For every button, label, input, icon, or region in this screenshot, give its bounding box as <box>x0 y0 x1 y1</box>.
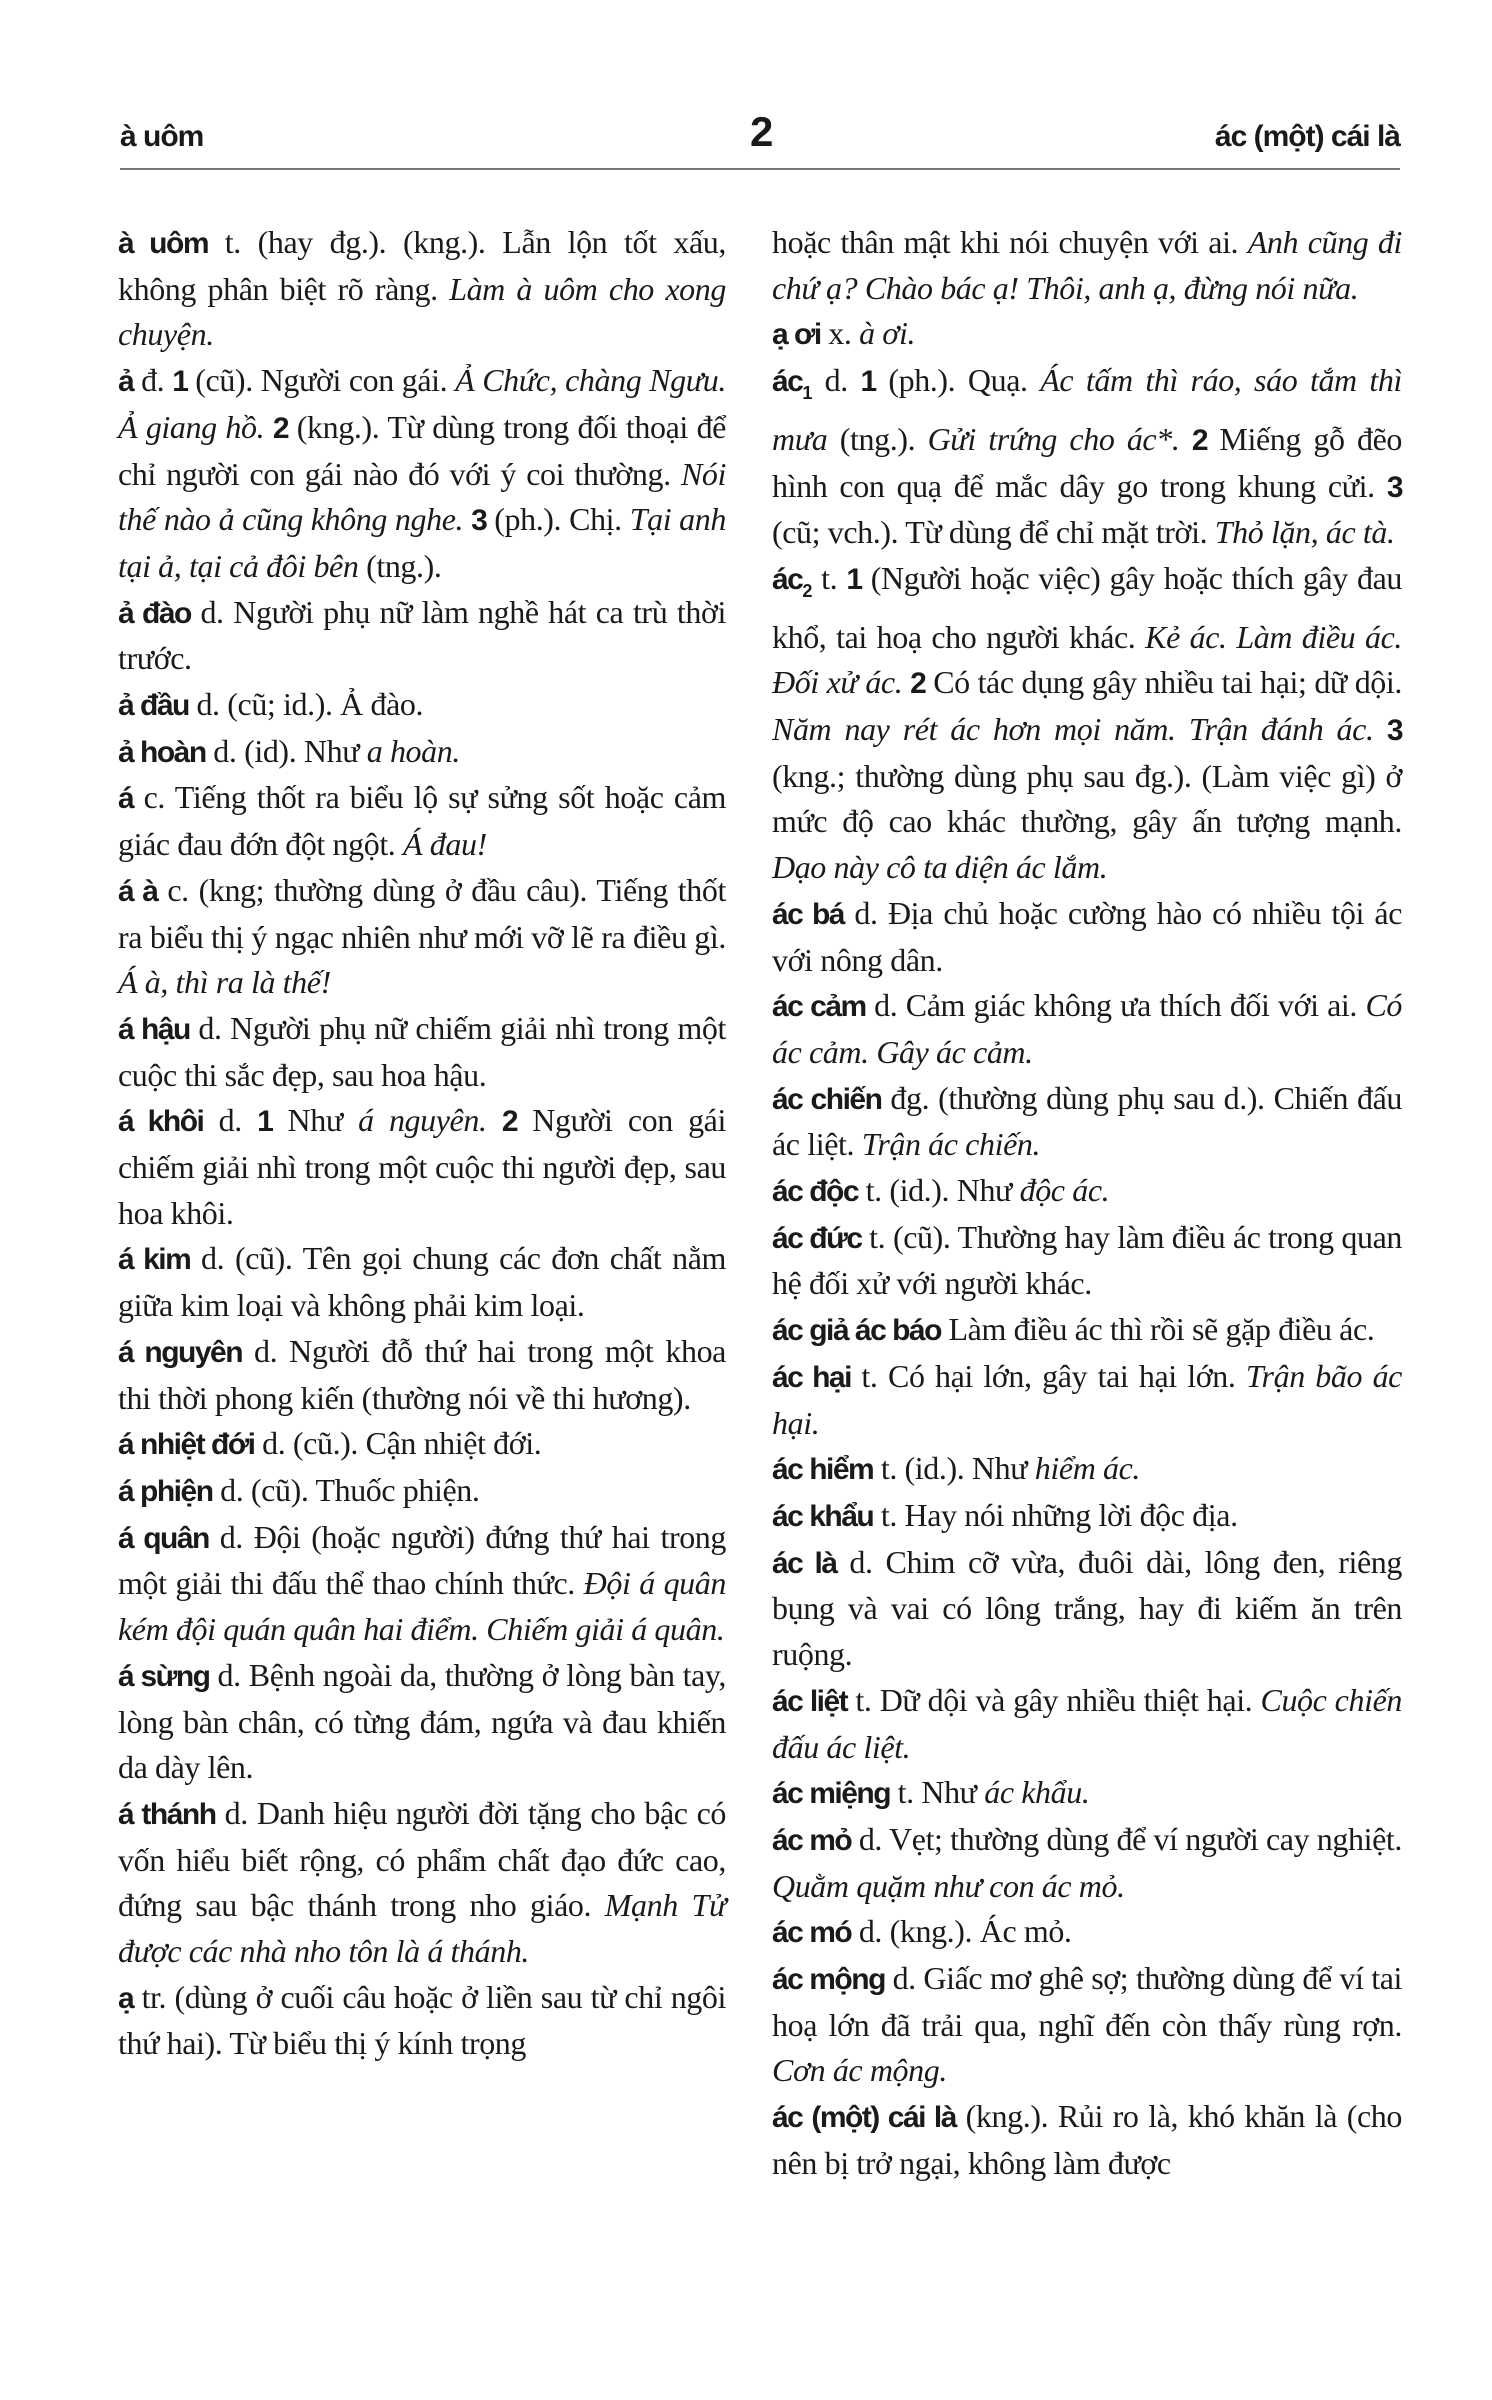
dictionary-entry <box>118 590 726 682</box>
example-text: độc ác. <box>1019 1172 1110 1209</box>
dictionary-entry <box>772 1540 1402 1678</box>
dictionary-entry <box>772 1446 1402 1493</box>
definition-text: x. <box>820 315 860 352</box>
definition-text: d. Người phụ nữ chiếm giải nhì trong một cuộc thi sắc đẹp, sau hoa hậu. <box>118 1009 726 1093</box>
dictionary-entry <box>772 311 1402 358</box>
dictionary-entry <box>772 2094 1402 2186</box>
headword: ác <box>772 365 803 399</box>
dictionary-entry <box>772 1956 1402 2094</box>
definition-text: d. (kng.). Ác mỏ. <box>851 1913 1072 1950</box>
headword: à uôm <box>118 227 208 260</box>
example-text: Nói thế nào ả cũng không nghe. <box>118 455 726 538</box>
example-text: à ơi. <box>859 315 916 352</box>
dictionary-entry <box>772 220 1402 311</box>
headword: ác miệng <box>772 1777 891 1811</box>
sense-number: 1 <box>860 365 876 399</box>
definition-text: Miếng gỗ đẽo hình con quạ để mắc dây go trong khung cửi. <box>772 420 1402 504</box>
definition-text <box>487 1102 502 1138</box>
definition-text: d. Danh hiệu người đời tặng cho bậc có vốn hiểu biết rộng, có phẩm chất đạo đức cao, đứng sau bậc thánh trong nho giáo. <box>118 1794 727 1924</box>
definition-text: d. <box>812 362 861 399</box>
sense-number: 2 <box>501 1105 518 1139</box>
sense-number: 2 <box>1191 423 1208 457</box>
example-text: Ả Chức, chàng Ngưu. Ả giang hồ. <box>118 362 726 445</box>
dictionary-entry <box>118 1791 726 1975</box>
headword: á sừng <box>118 1659 210 1693</box>
definition-text: (tng.). <box>358 547 442 584</box>
definition-text <box>264 409 273 445</box>
sense-number: 1 <box>846 562 862 596</box>
example-text: Làm à uôm cho xong chuyện. <box>118 270 726 353</box>
dictionary-entry <box>772 556 1402 891</box>
headword: ác hiểm <box>772 1453 874 1487</box>
example-text: Thỏ lặn, ác tà. <box>1214 514 1395 551</box>
definition-text: đ. <box>133 362 173 399</box>
example-text: Đội á quân kém đội quán quân hai điểm. Chiếm giải á quân. <box>118 1565 726 1648</box>
example-text: Có ác cảm. Gây ác cảm. <box>772 987 1402 1070</box>
headword: ác mỏ <box>772 1823 852 1857</box>
headword: ạ <box>118 1981 134 2015</box>
dictionary-entry <box>118 1098 726 1236</box>
headword: ác là <box>772 1546 837 1580</box>
definition-text: d. (cũ.). Cận nhiệt đới. <box>254 1425 542 1462</box>
headword: ác đức <box>772 1221 862 1255</box>
example-text: á nguyên. <box>358 1102 487 1139</box>
headword: á <box>118 782 134 816</box>
headword: á kim <box>118 1243 191 1277</box>
example-text: Kẻ ác. Làm điều ác. Đối xử ác. <box>772 618 1402 701</box>
left-guide-word: à uôm <box>120 120 204 153</box>
dictionary-entry <box>118 1329 726 1421</box>
dictionary-entry <box>118 220 726 358</box>
headword: ả <box>118 365 134 399</box>
definition-text: c. (kng; thường dùng ở đầu câu). Tiếng thốt ra biểu thị ý ngạc nhiên như mới vỡ lẽ ra điều gì. <box>118 871 726 955</box>
example-text: Á à, thì ra là thế! <box>118 964 331 1001</box>
homonym-index: 1 <box>802 383 812 404</box>
definition-text: d. (cũ). Thuốc phiện. <box>212 1471 480 1508</box>
dictionary-entry <box>118 1236 726 1328</box>
dictionary-entry <box>118 1975 726 2067</box>
definition-text: d. Giấc mơ ghê sợ; thường dùng để ví tai hoạ lớn đã trải qua, nghĩ đến còn thấy rùng rợn. <box>772 1960 1402 2043</box>
page-header <box>120 108 1400 170</box>
headword: ác mộng <box>772 1963 885 1997</box>
definition-text: d. Chim cỡ vừa, đuôi dài, lông đen, riêng bụng và vai có lông trắng, hay đi kiếm ăn trên ruộng. <box>772 1543 1403 1673</box>
dictionary-entry <box>118 775 726 867</box>
definition-text: d. Bệnh ngoài da, thường ở lòng bàn tay, lòng bàn chân, có từng đám, ngứa và đau khiến da dày lên. <box>118 1656 727 1786</box>
dictionary-entry <box>118 1006 726 1098</box>
definition-text: đg. (thường dùng phụ sau d.). Chiến đấu ác liệt. <box>772 1079 1402 1163</box>
definition-text: hoặc thân mật khi nói chuyện với ai. <box>772 224 1248 260</box>
dictionary-entry <box>772 1817 1402 1909</box>
headword: ác hại <box>772 1360 851 1394</box>
dictionary-entry <box>118 1515 726 1653</box>
sense-number: 1 <box>257 1105 273 1139</box>
definition-text <box>902 664 910 700</box>
definition-text: d. <box>203 1102 258 1139</box>
dictionary-entry <box>772 1678 1402 1770</box>
dictionary-entry <box>772 1307 1402 1354</box>
definition-text: d. Vẹt; thường dùng để ví người cay nghiệt. <box>851 1820 1402 1857</box>
right-guide-word: ác (một) cái là <box>1214 120 1400 153</box>
definition-text: (kng.). Rủi ro là, khó khăn là (cho nên bị trở ngại, không làm được <box>772 2098 1402 2181</box>
dictionary-entry <box>772 1076 1402 1168</box>
example-text: Cơn ác mộng. <box>772 2052 947 2089</box>
definition-text: d. Địa chủ hoặc cường hào có nhiều tội ác với nông dân. <box>772 894 1402 978</box>
headword: ác độc <box>772 1175 859 1209</box>
example-text: a hoàn. <box>366 732 460 769</box>
example-text: ác khẩu. <box>984 1774 1090 1811</box>
homonym-index: 2 <box>802 580 812 601</box>
dictionary-entry <box>772 1909 1402 1956</box>
headword: ác <box>772 562 803 596</box>
example-text: Trận ác chiến. <box>861 1126 1041 1163</box>
definition-text: d. (cũ). Tên gọi chung các đơn chất nằm giữa kim loại và không phải kim loại. <box>118 1240 726 1324</box>
definition-text: (ph.). Chị. <box>486 501 630 538</box>
headword: á thánh <box>118 1797 216 1831</box>
definition-text: (tng.). <box>827 420 928 457</box>
headword: á nguyên <box>118 1335 243 1369</box>
dictionary-entry <box>772 1168 1402 1215</box>
dictionary-entry <box>772 1493 1402 1540</box>
definition-text: t. Hay nói những lời độc địa. <box>873 1496 1238 1533</box>
definition-text: t. Dữ dội và gây nhiều thiệt hại. <box>847 1681 1261 1718</box>
definition-text: Có tác dụng gây nhiều tai hại; dữ dội. <box>925 664 1402 701</box>
definition-text: d. Người đỗ thứ hai trong một khoa thi thời phong kiến (thường nói về thi hương). <box>118 1332 726 1416</box>
headword: á à <box>118 874 158 908</box>
definition-text <box>1179 421 1191 457</box>
example-text: hiểm ác. <box>1034 1450 1141 1487</box>
definition-text: (cũ). Người con gái. <box>187 362 456 399</box>
example-text: Anh cũng đi chứ ạ? Chào bác ạ! Thôi, anh ạ, đừng nói nữa. <box>772 224 1403 306</box>
page-number: 2 <box>750 108 774 155</box>
definition-text: t. (cũ). Thường hay làm điều ác trong quan hệ đối xử với người khác. <box>772 1218 1402 1302</box>
dictionary-entry <box>772 1215 1402 1307</box>
definition-text: t. <box>812 559 847 596</box>
definition-text: t. Có hại lớn, gây tai hại lớn. <box>850 1357 1246 1394</box>
example-text: Gửi trứng cho ác*. <box>927 420 1180 457</box>
definition-text: t. (id.). Như <box>858 1172 1020 1209</box>
definition-text: d. Đội (hoặc người) đứng thứ hai trong một giải thi đấu thể thao chính thức. <box>118 1518 726 1602</box>
headword: ác mó <box>772 1916 852 1950</box>
example-text: Mạnh Tử được các nhà nho tôn là á thánh. <box>118 1887 726 1970</box>
headword: ác khẩu <box>772 1499 874 1533</box>
headword: ác bá <box>772 897 844 931</box>
example-text: Dạo này cô ta diện ác lắm. <box>772 849 1108 886</box>
definition-text <box>463 501 471 537</box>
dictionary-entry <box>772 891 1402 983</box>
dictionary-entry <box>118 1468 726 1515</box>
sense-number: 3 <box>1386 714 1402 748</box>
dictionary-entry <box>118 1653 726 1791</box>
example-text: Á đau! <box>403 826 487 863</box>
example-text: Cuộc chiến đấu ác liệt. <box>772 1681 1402 1765</box>
definition-text: Làm điều ác thì rồi sẽ gặp điều ác. <box>940 1311 1375 1348</box>
definition-text: t. (id.). Như <box>873 1450 1035 1487</box>
definition-text: Như <box>272 1102 359 1139</box>
definition-text: d. Cảm giác không ưa thích đối với ai. <box>865 987 1366 1024</box>
definition-text: tr. (dùng ở cuối câu hoặc ở liền sau từ chỉ ngôi thứ hai). Từ biểu thị ý kính trọng <box>118 1978 726 2062</box>
headword: ác chiến <box>772 1082 882 1116</box>
dictionary-entry <box>118 729 726 776</box>
definition-text: d. (id). Như <box>205 732 367 769</box>
headword: á nhiệt đới <box>118 1428 255 1462</box>
dictionary-entry <box>118 358 726 590</box>
example-text: Quằm quặm như con ác mỏ. <box>772 1867 1125 1904</box>
dictionary-entry <box>118 1421 726 1468</box>
sense-number: 3 <box>471 504 487 538</box>
headword: ác liệt <box>772 1684 848 1718</box>
sense-number: 1 <box>172 365 188 399</box>
sense-number: 2 <box>910 667 926 701</box>
definition-text: d. Người phụ nữ làm nghề hát ca trù thời trước. <box>118 593 726 677</box>
definition-text: c. Tiếng thốt ra biểu lộ sự sửng sốt hoặc cảm giác đau đớn đột ngột. <box>118 779 726 863</box>
example-text: Năm nay rét ác hơn mọi năm. Trận đánh ác. <box>772 711 1374 748</box>
dictionary-entry <box>772 1354 1402 1446</box>
example-text: Ác tấm thì ráo, sáo tắm thì mưa <box>772 362 1402 457</box>
dictionary-entry <box>772 1770 1402 1817</box>
right-column <box>772 220 1402 2187</box>
definition-text: t. Như <box>890 1774 985 1811</box>
dictionary-entry <box>772 358 1402 556</box>
definition-text: (Người hoặc việc) gây hoặc thích gây đau khổ, tai hoạ cho người khác. <box>772 559 1402 655</box>
headword: ạ ơi <box>772 318 821 352</box>
definition-text: (kng.). Từ dùng trong đối thoại để chỉ người con gái nào đó với ý coi thường. <box>118 408 726 492</box>
sense-number: 2 <box>272 411 289 445</box>
headword: á quân <box>118 1521 209 1555</box>
example-text: Tại anh tại ả, tại cả đôi bên <box>118 501 726 584</box>
definition-text: (ph.). Quạ. <box>875 362 1041 399</box>
definition-text: d. (cũ; id.). Ả đào. <box>188 686 424 723</box>
dictionary-entry <box>118 868 726 1006</box>
headword: ác (một) cái là <box>772 2101 956 2135</box>
left-column <box>118 220 726 2067</box>
headword: ả hoàn <box>118 735 206 769</box>
headword: á hậu <box>118 1012 190 1046</box>
sense-number: 3 <box>1386 470 1402 504</box>
dictionary-entry <box>118 682 726 729</box>
dictionary-entry <box>772 983 1402 1075</box>
headword: ác cảm <box>772 990 866 1024</box>
headword: ả đầu <box>118 689 189 723</box>
headword: ả đào <box>118 596 191 630</box>
definition-text: (kng.; thường dùng phụ sau đg.). (Làm việc gì) ở mức độ cao khác thường, gây ấn tượng mạnh. <box>772 757 1402 840</box>
headword: á khôi <box>118 1105 204 1139</box>
definition-text: (cũ; vch.). Từ dùng để chỉ mặt trời. <box>772 514 1215 551</box>
headword: ác giả ác báo <box>772 1314 941 1348</box>
definition-text: t. (hay đg.). (kng.). Lẫn lộn tốt xấu, không phân biệt rõ ràng. <box>118 224 726 307</box>
definition-text <box>1374 711 1387 747</box>
definition-text: Người con gái chiếm giải nhì trong một cuộc thi người đẹp, sau hoa khôi. <box>118 1102 726 1231</box>
example-text: Trận bão ác hại. <box>772 1357 1402 1441</box>
headword: á phiện <box>118 1474 213 1508</box>
